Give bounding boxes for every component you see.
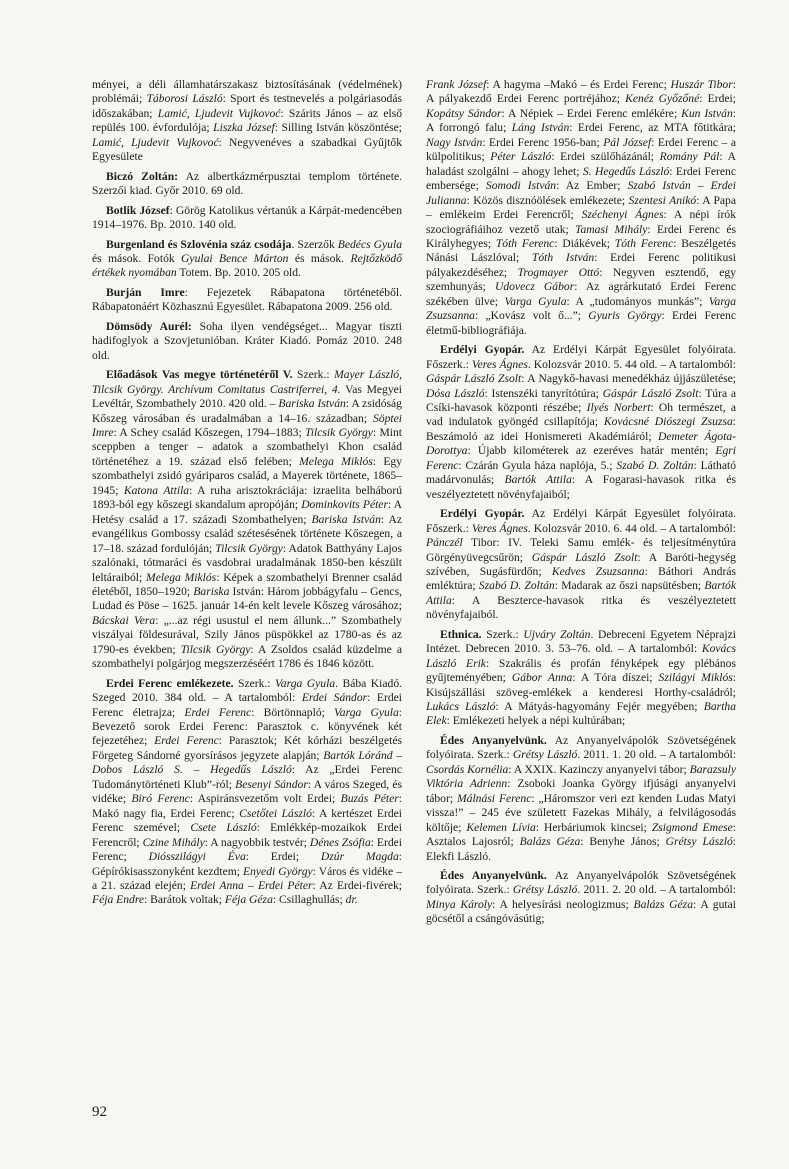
entry-text: . Bába Kiadó. Szeged 2010. 384 old. – A tartalomból: <box>92 676 403 705</box>
entry-text: : Asztalos Lajosról; <box>426 820 737 849</box>
left-column-entry <box>92 170 402 199</box>
entry-text: : A hagyma –Makó – és Erdei Ferenc; <box>486 78 671 91</box>
entry-text: : Benyhe János; <box>580 835 666 849</box>
entry-text: : A „tudományos munkás”; <box>566 294 709 308</box>
author-name: Mayer László, Tilcsik György. Archívum Comitatus Castriferrei, 4. <box>92 368 402 396</box>
author-name: Trogmayer Ottó <box>517 265 600 279</box>
author-name: Ujváry Zoltán <box>523 627 591 641</box>
entry-text: : „Háromszor veri ezt kenden Ludas Matyi vissza!” – 245 éve született Fazekas Mihály, a felvilágosodás költője; <box>426 791 736 834</box>
entry-text: : Erdei Ferenc – a külpolitikus; <box>426 135 736 164</box>
entry-text: : A pályakezdő Erdei Ferenc portréjához; <box>426 78 736 106</box>
entry-text: : Szakrális és profán fényképek egy plébános gyűjteményében; <box>426 656 736 685</box>
author-name: Gáspár László Zsolt <box>531 550 638 564</box>
entry-text: : Erdei Ferenc életmű-bibliográfiája. <box>426 309 736 337</box>
author-name: Grétsy László <box>665 835 733 849</box>
entry-text: : Kisújszállási szöveg-emlékek a kenderesi Horthy-családról; <box>426 671 736 699</box>
author-name: Varga Gyula <box>334 705 399 719</box>
entry-text: : Negyven esztendő, egy szemhunyás; <box>426 265 736 294</box>
right-column-entry <box>426 507 736 623</box>
author-name: Szabó D. Zoltán <box>478 579 555 593</box>
entry-text: Totem. Bp. 2010. 205 old. <box>176 266 301 280</box>
entry-text: : Barátok voltak; <box>144 893 225 907</box>
author-name: Táborosi László <box>146 92 223 106</box>
entry-text: : Negyvenéves a szabadkai Gyűjtők Egyesülete <box>92 135 402 164</box>
author-name: Tóth Ferenc <box>495 236 555 250</box>
right-column-entry <box>426 869 736 927</box>
author-name: Pál József <box>603 135 652 149</box>
author-name: Somodi István <box>485 179 557 193</box>
entry-text: : Szárits János – az első repülés 100. évfordulója; <box>92 106 403 135</box>
entry-text: István: Három jobbágyfalu – Gencs, Ludad és Pöse – 1625. január 14-én kelt levele Kőszeg városához; <box>92 584 402 613</box>
right-column-entry <box>426 78 736 338</box>
entry-text: : Újabb kilométerek az ezeréves határ mentén; <box>467 444 716 458</box>
author-name: Biró Ferenc <box>131 792 190 806</box>
entry-text: : A népi írók szociográfiáihoz vezető utak; <box>426 208 736 236</box>
entry-text: ményei, a déli államhatárszakasz biztosításának (védelmének) problémái; <box>92 78 402 106</box>
author-name: Bartók Lóránd – Dobos László S. – Hegedűs László <box>92 748 402 777</box>
author-name: Féja Endre <box>92 893 145 907</box>
author-name: Csordás Kornélia <box>426 762 509 776</box>
entry-text: : Bevezető sorok Erdei Ferenc: Parasztok c. könyvének két fejezetéhez; <box>92 705 403 748</box>
author-name: Láng István <box>511 121 570 135</box>
entry-text: : A Papa – emlékeim Erdei Ferencről; <box>426 193 736 222</box>
author-name: Erdei Sándor <box>301 691 368 705</box>
entry-text: : Emlékkép-mozaikok Erdei Ferencről; <box>92 821 402 849</box>
author-name: Szentesi Anikó <box>628 193 697 207</box>
entry-text: : A Népiek – Erdei Ferenc emlékére; <box>501 106 682 120</box>
author-name: Barazsuly Viktória Adrienn <box>426 762 736 791</box>
entry-text: : Az agrárkutató Erdei Ferenc székében ülve; <box>426 280 736 308</box>
author-name: Dominkovits Péter <box>301 498 388 512</box>
author-name: Balázs Géza <box>519 835 581 849</box>
author-name: Söptei Imre <box>92 411 402 439</box>
entry-text: Az Erdélyi Kárpát Egyesület folyóirata. Főszerk.: <box>426 343 736 371</box>
entry-title: Botlik József <box>106 203 170 217</box>
entry-text: : Erdei Ferenc embersége; <box>426 164 736 193</box>
author-name: Dzúr Magda <box>320 850 399 864</box>
author-name: Varga Gyula <box>275 676 336 690</box>
author-name: Szilágyi Miklós <box>658 671 733 685</box>
author-name: Nagy István <box>426 135 483 149</box>
entry-title: Biczó Zoltán: <box>106 169 179 183</box>
left-column-entry <box>92 286 402 315</box>
author-name: Liszka József <box>213 121 275 135</box>
entry-text: Szerk.: <box>292 368 335 382</box>
author-name: Gyuris György <box>588 309 662 323</box>
entry-text: Az Anyanyelvápolók Szövetségének folyóirata. Szerk.: <box>426 733 736 762</box>
entry-text: : A gutai göcsétől a csángóvásútig; <box>426 897 736 926</box>
author-name: Katona Attila <box>123 483 190 497</box>
left-column-entry <box>92 677 402 908</box>
entry-text: : Parasztok; Két kórházi beszélgetés Förgeteg Sándorné gyorsírásos jegyzete alapján; <box>92 734 402 762</box>
entry-title: Előadások Vas megye történetéről V. <box>106 368 293 382</box>
entry-text: . Szerzők <box>291 237 338 251</box>
entry-text: : A XXIX. Kazinczy anyanyelvi tábor; <box>508 762 690 776</box>
author-name: Bariska István <box>311 512 381 526</box>
author-name: Tóth Ferenc <box>614 236 674 250</box>
entry-text: : A zsidóság Kőszeg városában és uradalmában a 14–16. században; <box>92 397 402 425</box>
author-name: Gáspár László Zsolt <box>602 386 699 400</box>
entry-text: : Madarak az őszi napsütésben; <box>554 579 705 593</box>
author-name: Lukács László <box>426 700 496 714</box>
author-name: Erdei Ferenc <box>184 705 252 719</box>
left-column-entry <box>92 238 402 281</box>
entry-title: Erdélyi Gyopár. <box>440 343 525 357</box>
entry-text: : A város Szeged, és vidéke; <box>92 777 403 806</box>
entry-text: : A Beszterce-havasok ritka és veszélyeztetett növényfajaiból. <box>426 593 736 622</box>
author-name: Grétsy László <box>512 748 578 762</box>
page-number: 92 <box>92 1104 107 1120</box>
entry-text: : A Schey család Kőszegen, 1794–1883; <box>113 425 305 439</box>
author-name: Rejtőzködő értékek nyomában <box>92 251 402 280</box>
entry-text: : A Nagykő-havasi menedékház újjászületése; <box>521 372 736 386</box>
entry-text: : Látható madárvonulás; <box>426 458 736 487</box>
entry-text: : A Mátyás-hagyomány Fejér megyében; <box>495 700 704 714</box>
entry-text: Az Anyanyelvápolók Szövetségének folyóirata. Szerk.: <box>426 869 736 897</box>
entry-title: Erdélyi Gyopár. <box>440 507 525 521</box>
left-column <box>92 78 402 913</box>
author-name: Kenéz Győzőné <box>625 92 700 106</box>
author-name: Lamić, Ljudevit Vujkovoć <box>92 135 219 149</box>
right-column <box>426 78 736 932</box>
entry-text: : A nagyobbik testvér; <box>204 835 310 849</box>
author-name: Egri Ferenc <box>426 444 736 472</box>
author-name: Pánczél <box>426 536 463 550</box>
author-name: Kopátsy Sándor <box>426 106 502 120</box>
author-name: Czine Mihály <box>142 835 205 849</box>
author-name: Udovecz Gábor <box>494 280 575 294</box>
entry-title: Édes Anyanyelvünk. <box>440 869 547 883</box>
author-name: Erdei Ferenc <box>154 734 219 748</box>
author-name: Bariska István <box>278 397 346 411</box>
author-name: Varga Gyula <box>504 294 567 308</box>
left-column-entry <box>92 204 402 233</box>
author-name: Dósa László <box>426 386 485 400</box>
entry-text: : Erdei Ferenc 1956-ban; <box>482 135 604 149</box>
author-name: Tóth István <box>531 251 595 265</box>
author-name: Diósszilágyi Éva <box>148 850 246 864</box>
entry-text: : A forrongó falu; <box>426 106 736 135</box>
right-column-entry <box>426 628 736 729</box>
entry-text: Az Erdélyi Kárpát Egyesület folyóirata. Főszerk.: <box>426 507 736 535</box>
entry-text: : Diákévek; <box>554 236 615 250</box>
author-name: Gáspár László Zsolt <box>426 372 522 386</box>
entry-text: : Túra a Csíki-havasok központi részébe; <box>426 386 736 414</box>
entry-text: : Erdei; <box>699 92 736 106</box>
entry-text: Soha ilyen vendégséget... Magyar tiszti hadifoglyok a Szovjetunióban. Kráter Kiadó. Pomáz 2010. 248 old. <box>92 319 402 362</box>
author-name: Lamić, Ljudevit Vujkovoć <box>157 106 281 120</box>
entry-text: . 2011. 2. 20 old. – A tartalomból: <box>577 883 736 897</box>
right-column-entry <box>426 343 736 502</box>
author-name: Buzás Péter <box>340 792 399 806</box>
author-name: Bartha Elek <box>426 700 737 728</box>
entry-text: : A Tóra díszei; <box>572 671 659 685</box>
entry-text: : Az Erdei-fivérek; <box>312 879 402 893</box>
entry-text: : Az „Erdei Ferenc Tudománytörténeti Klub”-ról; <box>92 763 402 791</box>
author-name: Besenyi Sándor <box>235 777 308 791</box>
entry-text: : Beszámoló az idei Honismereti Akadémiáról; <box>426 415 736 443</box>
author-name: Erdei Anna – Erdei Péter <box>190 879 313 893</box>
author-name: Ilyés Norbert <box>586 400 651 414</box>
author-name: Bartók Attila <box>504 473 572 487</box>
author-name: Demeter Ágota-Dorottya <box>426 429 736 458</box>
entry-text: : Czárán Gyula háza naplója, 5.; <box>458 458 617 472</box>
entry-text: : Fejezetek Rábapatona történetéből. Rábapatonáért Közhasznú Egyesület. Rábapatona 2009. 256 old. <box>92 285 402 314</box>
entry-text: : „Kovász volt ő...”; <box>474 309 589 323</box>
entry-text: : Képek a szombathelyi Brenner család életéből, 1850–1920; <box>92 570 403 598</box>
entry-text: : Közös disznóölések emlékezete; <box>466 193 629 207</box>
author-name: Tilcsik György <box>304 425 373 439</box>
author-name: Málnási Ferenc <box>457 791 532 805</box>
entry-text: Tibor: IV. Teleki Samu emlék- és teljesítménytúra Görgényüvegcsűrön; <box>426 536 736 564</box>
author-name: Szabó D. Zoltán <box>616 458 694 472</box>
entry-title: Dömsödy Aurél: <box>106 319 192 333</box>
left-column-entry <box>92 78 402 165</box>
entry-text: : Báthori András emléktúra; <box>426 564 736 593</box>
left-column-entry <box>92 368 402 672</box>
author-name: Zsigmond Emese <box>651 820 733 834</box>
author-name: Frank József <box>426 78 487 91</box>
entry-text: : Az Ember; <box>556 179 628 193</box>
entry-text: : Csillaghullás; <box>272 893 346 907</box>
entry-text: : Makó nagy fia, Erdei Ferenc; <box>92 792 402 820</box>
entry-text: : „...az régi usustul el nem állunk...” Szombathely viszályai földesurával, Szily János püspökkel az 1780-as és az 1790-es években; <box>92 613 402 656</box>
entry-text: : A Fogarasi-havasok ritka és veszélyeztetett növényfajaiból; <box>426 473 737 501</box>
entry-text: : Istenszéki tanyrítótúra; <box>484 386 603 400</box>
author-name: Csete László <box>190 821 257 835</box>
author-name: Kun István <box>681 106 733 120</box>
entry-text: Szerk.: <box>481 627 524 641</box>
author-name: Széchenyi Ágnes <box>581 208 664 222</box>
author-name: Veres Ágnes <box>471 357 528 371</box>
author-name: Varga Zsuzsanna <box>426 294 737 323</box>
entry-text: : Herbáriumok kincsei; <box>535 820 652 834</box>
author-name: Melega Miklós <box>299 454 373 468</box>
entry-text: : A Hetésy család a 17. századi Szombathelyen; <box>92 498 402 526</box>
entry-text: : Erdei Ferenc; <box>92 835 403 864</box>
entry-text: : Börtönnapló; <box>251 705 335 719</box>
left-column-entry <box>92 320 402 363</box>
author-name: Csetőtei László <box>239 806 312 820</box>
author-name: Romány Pál <box>659 150 720 164</box>
entry-text: : Mint sceppben a tenger – adatok a szombathelyi Khon család történetéhez a 19. század első felében; <box>92 425 403 468</box>
entry-title: Burgenland és Szlovénia száz csodája <box>106 237 292 251</box>
entry-text: : A Baróti-hegység szívében, Sugásfürdőn; <box>426 550 736 578</box>
author-name: Gábor Anna <box>511 671 573 685</box>
author-name: Dénes Zsófia <box>309 835 371 849</box>
entry-text: : Sport és testnevelés a polgáriasodás időszakában; <box>92 92 402 120</box>
entry-text: : Oh természet, a vad indulatok gyöngéd csillapítója; <box>426 400 736 429</box>
entry-text: : Egy szombathelyi zsidó gyáriparos család, a Mayerek története, 1865–1945; <box>92 454 403 497</box>
author-name: Kedves Zsuzsanna <box>551 564 645 578</box>
author-name: Bedécs Gyula <box>337 237 402 251</box>
entry-title: Ethnica. <box>440 627 482 641</box>
entry-text: : Az evangélikus Gombossy család szétesésének története Kőszegen, a 17–18. század fordulóján; <box>92 512 402 555</box>
entry-text: Az albertkázmérpusztai templom története. Szerzői kiad. Győr 2010. 69 old. <box>92 169 402 198</box>
entry-text: : Gépírókisasszonyként kezdtem; <box>92 850 402 878</box>
entry-text: : Aspiránsvezetőm volt Erdei; <box>189 792 341 806</box>
entry-text: : Elekfi László. <box>426 835 736 863</box>
entry-text: . Kolozsvár 2010. 6. 44 old. – A tartalomból: <box>527 521 736 535</box>
author-name: Bartók Attila <box>426 579 736 607</box>
right-column-entry <box>426 734 736 864</box>
entry-text: Vas Megyei Levéltár, Szombathely 2010. 420 old. – <box>92 382 402 411</box>
entry-text: : Zsoboki Joanka György ifjúsági anyanyelvi tábor; <box>426 777 736 805</box>
entry-text: : A ruha arisztokráciája: izraelita belháború 1893-ból egy kőszegi skandalum apropóján; <box>92 483 403 512</box>
author-name: dr. <box>345 893 358 907</box>
author-name: Bariska <box>193 584 230 598</box>
author-name: Bácskai Vera <box>92 613 156 627</box>
entry-text: . Debreceni Egyetem Néprajzi Intézet. Debrecen 2010. 3. 53–76. old. – A tartalomból: <box>426 627 736 656</box>
author-name: Gyulai Bence Márton <box>181 251 289 265</box>
entry-text: : Beszélgetés Nánási Lászlóval; <box>426 236 736 265</box>
entry-text: : Erdei Ferenc életrajza; <box>92 691 402 719</box>
entry-text: : Görög Katolikus vértanúk a Kárpát-medencében 1914–1976. Bp. 2010. 140 old. <box>92 203 403 232</box>
entry-text: . Kolozsvár 2010. 5. 44 old. – A tartalomból: <box>527 357 736 371</box>
author-name: Kelemen Lívia <box>466 820 536 834</box>
author-name: Melega Miklós <box>146 570 217 584</box>
author-name: Huszár Tibor <box>670 78 733 91</box>
author-name: Veres Ágnes <box>471 521 528 535</box>
author-name: Kovácsné Diószegi Zsuzsa <box>603 415 733 429</box>
entry-title: Burján Imre <box>106 285 185 299</box>
entry-text: : A kertészet Erdei Ferenc szemével; <box>92 806 403 835</box>
entry-text: és mások. Fotók <box>92 251 182 265</box>
entry-text: : A helyesírási neologizmus; <box>492 897 634 911</box>
author-name: Kovács László Erik <box>426 642 736 670</box>
entry-text: . 2011. 1. 20 old. – A tartalomból: <box>577 748 736 762</box>
entry-text: : Emlékezeti helyek a népi kultúrában; <box>446 714 626 728</box>
author-name: Tilcsik György <box>180 642 251 656</box>
entry-text: : Erdei Ferenc, az MTA főtitkára; <box>569 121 736 135</box>
entry-text: : Város és vidéke – a 21. század elején; <box>92 864 402 893</box>
entry-text: : A Zsoldos család küzdelme a szombathelyi polgárjog megszerzéséért 1786 és 1846 között. <box>92 642 402 671</box>
entry-text: : Adatok Batthyány Lajos szalónaki, tótmaráci és vasdobrai uradalmának 1850-ben készült leltáraiból; <box>92 541 402 584</box>
author-name: Tilcsik György <box>215 541 283 555</box>
author-name: Tamasi Mihály <box>575 222 648 236</box>
entry-text: : A haladást szolgálni – ahogy lehet; <box>426 150 736 178</box>
entry-text: és mások. <box>288 251 351 265</box>
author-name: Szabó István – Erdei Julianna <box>426 179 737 207</box>
entry-text: : Erdei; <box>245 850 321 864</box>
entry-text: : Erdei Ferenc politikusi pályakezdéséhez; <box>426 251 737 279</box>
entry-title: Erdei Ferenc emlékezete. <box>106 676 234 690</box>
author-name: Féja Géza <box>224 893 273 907</box>
entry-text: : Erdei szülőházánál; <box>551 150 660 164</box>
entry-text: : Erdei Ferenc és Királyhegyes; <box>426 222 736 250</box>
author-name: Enyedi György <box>243 864 313 878</box>
author-name: Péter László <box>490 150 552 164</box>
entry-text: Szerk.: <box>233 676 276 690</box>
author-name: Balázs Géza <box>633 897 693 911</box>
author-name: Grétsy László <box>512 883 578 897</box>
author-name: Minya Károly <box>426 897 493 911</box>
author-name: S. Hegedűs László <box>582 164 670 178</box>
entry-text: : Silling István köszöntése; <box>274 121 402 135</box>
entry-title: Édes Anyanyelvünk. <box>440 733 547 747</box>
